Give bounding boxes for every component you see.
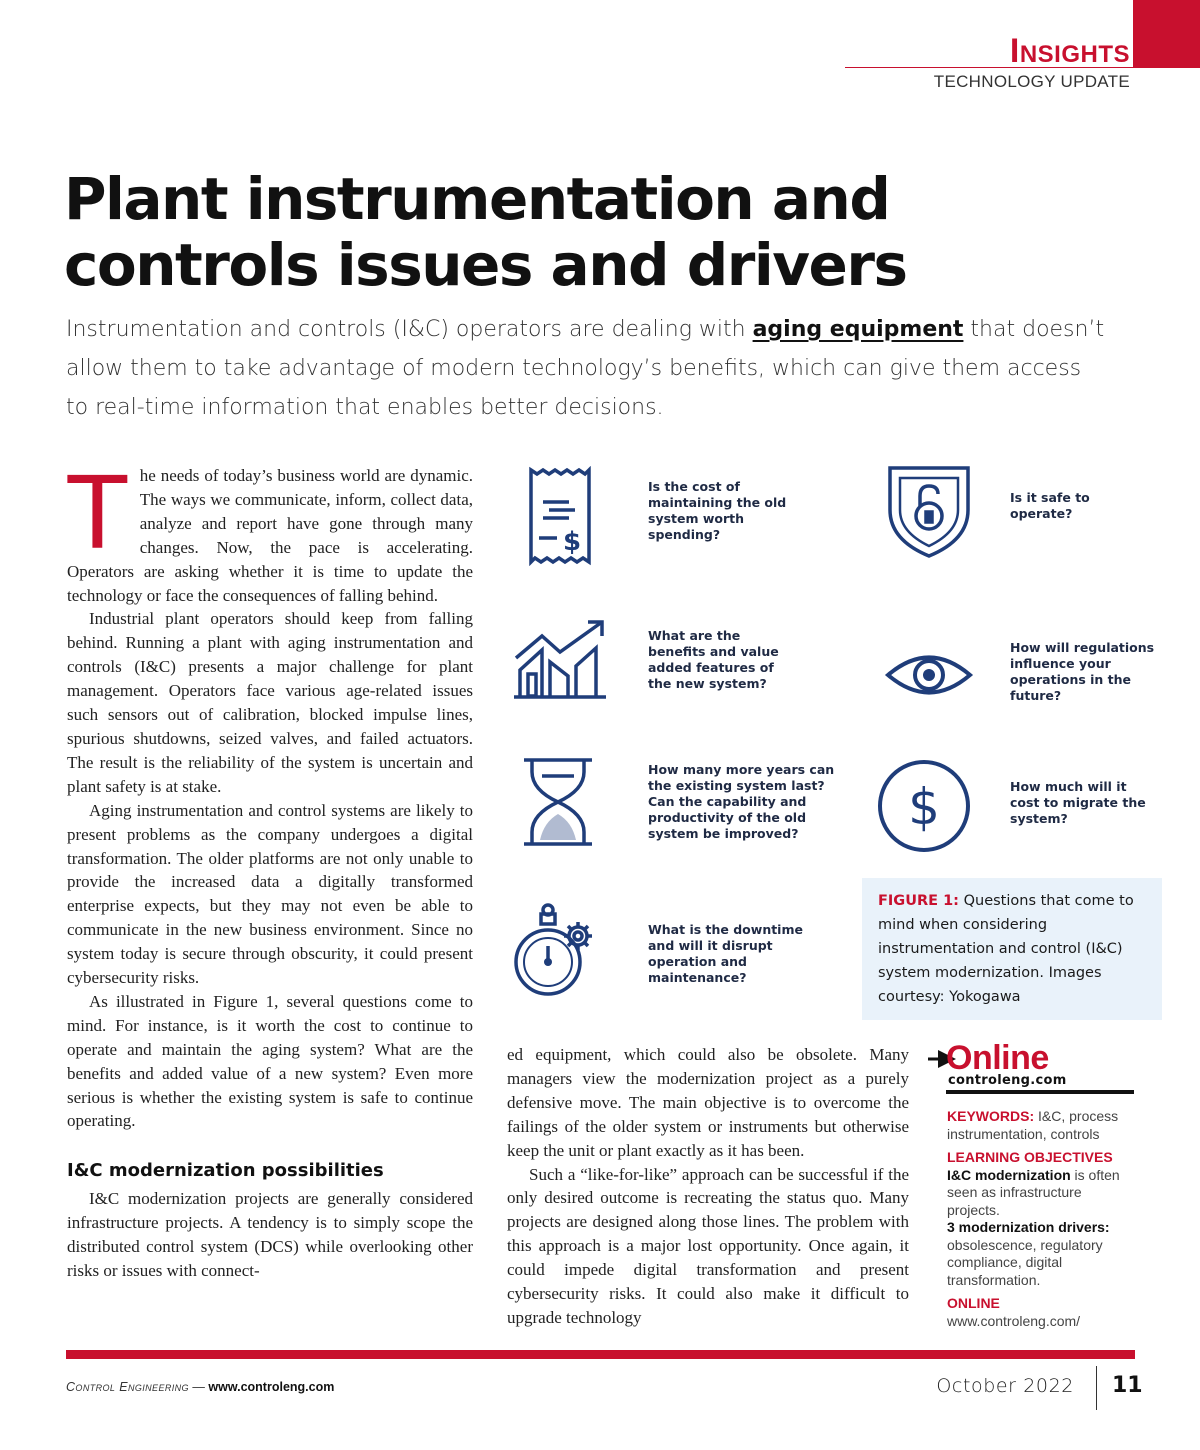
objective-2-text: obsolescence, regulatory compliance, digital transformation.: [947, 1236, 1103, 1288]
online-logo: Online: [946, 1039, 1049, 1077]
deck-text-end: that doesn’t allow them to take advantage of modern technology’s benefits, which can give them access to real-time information that enables better decisions.: [66, 317, 1105, 420]
paragraph-6: ed equipment, which could also be obsolete. Many managers view the modernization project as a purely defensive move. The main objective is to overcome the failings of the older system or instruments but otherwise keep the unit or plant exactly as it has been.: [507, 1045, 909, 1160]
growth-chart-icon: [512, 618, 608, 700]
question-regulations: How will regulations influence your operations in the future?: [1010, 640, 1155, 703]
footer-url[interactable]: www.controleng.com: [208, 1380, 335, 1394]
hourglass-icon: [520, 756, 596, 848]
magazine-name: Control Engineering: [66, 1380, 189, 1394]
drop-cap: T: [65, 453, 130, 571]
figure-caption-label: FIGURE 1:: [878, 893, 959, 909]
sidebar: [947, 1108, 1137, 1330]
paragraph-4: As illustrated in Figure 1, several questions come to mind. For instance, is it worth the cost to continue to operate and maintain the aging system? What are the benefits and added value of a new system? Even more serious is whether the existing system is safe to continue operating.: [67, 991, 473, 1131]
keywords-text: I&C, process instrumentation, controls: [947, 1108, 1119, 1142]
objective-1: [947, 1167, 1137, 1220]
question-cost-migrate: How much will it cost to migrate the system?: [1010, 779, 1146, 826]
dollar-circle-icon: [876, 758, 972, 854]
online-link[interactable]: www.controleng.com/: [947, 1312, 1081, 1329]
question-benefits-value: What are the benefits and value added features of the new system?: [648, 628, 779, 691]
question-safe-operate: Is it safe to operate?: [1010, 490, 1090, 521]
article-deck: [66, 310, 1106, 427]
paragraph-5: I&C modernization projects are generally considered infrastructure projects. A tendency is to simply scope the distributed control system (DCS) while overlooking other risks or issues with connect-: [67, 1189, 473, 1281]
online-label: ONLINE: [947, 1295, 1000, 1311]
footer-separator: [1096, 1366, 1097, 1410]
shield-lock-icon: [886, 460, 972, 560]
figure-caption-text: Questions that come to mind when considering instrumentation and control (I&C) system modernization. Images courtesy: Yokogawa: [878, 893, 1134, 1005]
article-title: Plant instrumentation and controls issues and drivers: [64, 165, 907, 299]
footer-rule: [66, 1350, 1135, 1359]
deck-text-start: Instrumentation and controls (I&C) operators are dealing with: [66, 317, 753, 342]
keywords: [947, 1108, 1137, 1143]
paragraph-1: [65, 453, 473, 607]
objective-1-text: is often seen as infrastructure projects.: [947, 1166, 1120, 1218]
section-name: Insights: [1009, 32, 1130, 70]
eye-icon: [884, 648, 974, 702]
subhead: I&C modernization possibilities: [67, 1160, 384, 1182]
paragraph-1-text: he needs of today’s business world are dynamic. The ways we communicate, inform, collect data, analyze and report have gone through many changes. Now, the pace is accelerating. Operators are asking whether it is time to update the technology or face the consequences of falling behind.: [67, 466, 473, 605]
keywords-label: KEYWORDS:: [947, 1108, 1035, 1124]
paragraph-3: Aging instrumentation and control systems are likely to present problems as the company undergoes a digital transformation. The older platforms are not only unable to provide the increased data a digitally transformed enterprise expects, but they may not even be able to communicate in the new business environment. Since no system today is secure through obscurity, it could present cybersecurity risks.: [67, 800, 473, 988]
aging-equipment-link[interactable]: aging equipment: [752, 317, 964, 342]
figure-caption: [878, 889, 1150, 1009]
learning-objectives-label: LEARNING OBJECTIVES: [947, 1149, 1113, 1165]
stopwatch-gear-icon: [510, 902, 600, 1002]
subsection-name: TECHNOLOGY UPDATE: [933, 72, 1130, 91]
svg-text:$: $: [563, 527, 582, 557]
online-rule: [946, 1090, 1134, 1094]
svg-text:$: $: [908, 778, 940, 836]
footer-publication: [66, 1380, 334, 1394]
objective-1-bold: I&C modernization: [947, 1166, 1071, 1183]
objective-2: [947, 1219, 1137, 1289]
page-number: 11: [1112, 1373, 1143, 1398]
objective-2-bold: 3 modernization drivers:: [947, 1219, 1110, 1235]
footer-dash: —: [188, 1380, 209, 1394]
question-years-last: How many more years can the existing system last? Can the capability and productivity of the old system be improved?: [648, 762, 835, 841]
question-cost-maintaining: Is the cost of maintaining the old system worth spending?: [648, 479, 787, 542]
header-red-tab: [1133, 0, 1200, 68]
paragraph-2: Industrial plant operators should keep from falling behind. Running a plant with aging instrumentation and controls (I&C) presents a major challenge for plant management. Operators face various age-related issues such sensors out of calibration, blocked impulse lines, spurious shutdowns, seized valves, and failed actuators. The result is the reliability of the system is uncertain and plant safety is at stake.: [67, 609, 473, 796]
question-downtime: What is the downtime and will it disrupt operation and maintenance?: [648, 922, 803, 985]
receipt-dollar-icon: [525, 466, 595, 566]
online-logo-url: controleng.com: [948, 1073, 1067, 1088]
body-column-2: [507, 1043, 909, 1330]
issue-date: October 2022: [936, 1375, 1074, 1397]
body-column-1: [65, 453, 473, 1283]
paragraph-7: Such a “like-for-like” approach can be successful if the only desired outcome is recreating the status quo. Many projects are designed along those lines. The problem with this approach is a major lost opportunity. Once again, it could impede digital transformation and present cybersecurity risks. It could also make it difficult to upgrade technology: [507, 1164, 909, 1327]
